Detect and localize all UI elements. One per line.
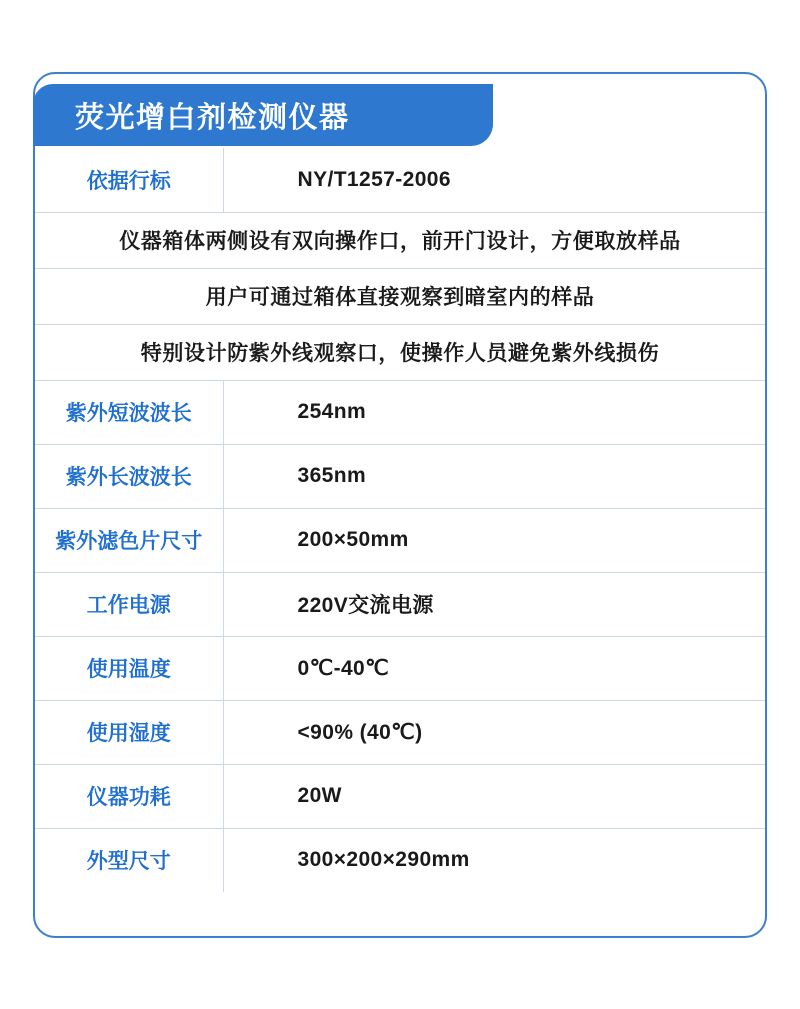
- spec-value: 300×200×290mm: [297, 848, 470, 872]
- spec-label: 仪器功耗: [35, 764, 223, 828]
- spec-value: 20W: [223, 764, 765, 828]
- spec-label: 紫外长波波长: [35, 444, 223, 508]
- spec-value: 254nm: [223, 380, 765, 444]
- table-row: [35, 700, 765, 764]
- table-row: [35, 508, 765, 572]
- spec-description: 特别设计防紫外线观察口，使操作人员避免紫外线损伤: [35, 324, 765, 380]
- spec-value: 220V交流电源: [223, 572, 765, 636]
- table-row: [35, 324, 765, 380]
- table-row: [35, 636, 765, 700]
- spec-description: 用户可通过箱体直接观察到暗室内的样品: [35, 268, 765, 324]
- table-row: [35, 268, 765, 324]
- spec-label: 紫外短波波长: [35, 380, 223, 444]
- table-row: [35, 444, 765, 508]
- page-title: 荧光增白剂检测仪器: [75, 101, 350, 134]
- spec-label: 依据行标: [35, 148, 223, 212]
- table-row: [35, 828, 765, 892]
- spec-value: 0℃-40℃: [223, 636, 765, 700]
- table-row: [35, 764, 765, 828]
- spec-table: [35, 148, 765, 892]
- spec-value: 200×50mm: [223, 508, 765, 572]
- spec-description: 仪器箱体两侧设有双向操作口，前开门设计，方便取放样品: [35, 212, 765, 268]
- spec-label: 紫外滤色片尺寸: [35, 508, 223, 572]
- spec-label: 使用湿度: [35, 700, 223, 764]
- title-banner: [33, 84, 493, 146]
- spec-value: 365nm: [223, 444, 765, 508]
- table-row: [35, 380, 765, 444]
- table-row: [35, 148, 765, 212]
- spec-label: 外型尺寸: [35, 828, 223, 892]
- spec-label: 使用温度: [35, 636, 223, 700]
- table-row: [35, 572, 765, 636]
- table-row: [35, 212, 765, 268]
- spec-value: NY/T1257-2006: [223, 148, 765, 212]
- spec-label: 工作电源: [35, 572, 223, 636]
- spec-value: <90% (40℃): [223, 700, 765, 764]
